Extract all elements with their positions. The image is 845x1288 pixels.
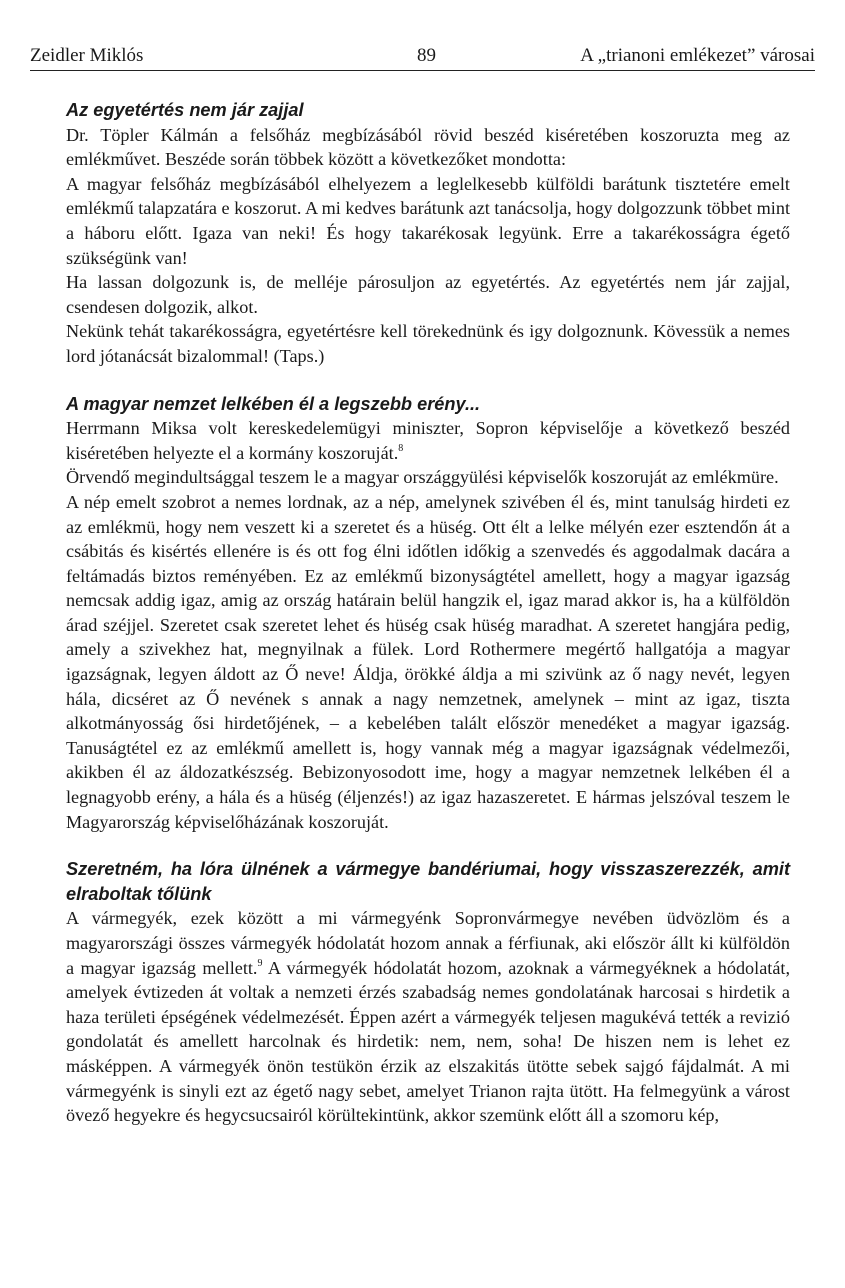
- footnote-marker: 9: [257, 957, 263, 969]
- paragraph: A magyar felsőház megbízásából elhelyezem a leglelkesebb külföldi barátunk tisztetére emelt emlékmű talapzatára e koszorut. A mi kedves barátunk azt tanácsolja, hogy dolgozzunk többet mint a háboru előtt. Igaza van neki! És hogy takarékosak legyünk. Erre a takarékosságra égető szükségünk van!: [66, 173, 790, 268]
- section-heading: Szeretném, ha lóra ülnének a vármegye bandériumai, hogy visszaszerezzék, amit elraboltak tőlünk: [66, 859, 790, 904]
- paragraph: Dr. Töpler Kálmán a felsőház megbízásából rövid beszéd kiséretében koszoruzta meg az emlékművet. Beszéde során többek között a következőket mondotta:: [66, 124, 790, 170]
- section-heading: A magyar nemzet lelkében él a legszebb erény...: [66, 393, 481, 414]
- footnote-marker: 8: [398, 442, 404, 454]
- paragraph: Örvendő megindultsággal teszem le a magyar országgyülési képviselők koszoruját az emlékmüre.: [66, 467, 779, 488]
- running-header: [30, 44, 815, 68]
- page-body: [66, 98, 790, 1128]
- paragraph: A nép emelt szobrot a nemes lordnak, az a nép, amelynek szivében él és, mint tanulság hirdeti ez az emlékmü, hogy nem veszett ki a szeretet és a hüség. Ott élt a lelke mélyén ezer esztendőn át a csábitás és kisértés ellenére is és ott fog élni időtlen időkig a szenvedés és aggodalmak dacára a feltámadás biztos reményében. Ez az emlékmű bizonyságtétel amellett, hogy a magyar igazság nemcsak addig igaz, amig az ország határain belül hangzik el, igaz marad akkor is, ha a külföldön árad széjjel. Szeretet csak szeretet lehet és hüség csak hüség maradhat. A szeretet hangjára pedig, amely a szivekhez hat, megnyilnak a fülek. Lord Rothermere megértő hallgatója a magyar igazságnak, legyen áldott az Ő neve! Áldja, örökké áldja a mi szivünk az ő nagy nevét, legyen hála, dicséret az Ő nevének s annak a nagy nemzetnek, amelynek – mint az igaz, tiszta alkotmányosság ősi hirdetőjének, – a kebelében talált először menedéket a magyar igazság. Tanuságtétel ez az emlékmű amellett is, hogy vannak még a magyar igazságnak védelmezői, akikben él az áldozatkészség. Bebizonyosodott ime, hogy a magyar nemzetnek lelkében él a legnagyobb erény, a hála és a hüség (éljenzés!) az igaz hazaszeretet. E hármas jelszóval teszem le Magyarország képviselőházának koszoruját.: [66, 491, 790, 832]
- paragraph-text: A vármegyék hódolatát hozom, azoknak a vármegyéknek a hódolatát, amelyek évtizeden át voltak a nemzeti érzés szabadság nemes gondolatának harcosai s hirdetik a haza területi épségének védelmezését. Éppen azért a vármegyék teljesen magukévá tették a revizió gondolatát és amellett harcolnak és hirdetik: nem, nem, soha! De hiszen nem is lehet ez másképpen. A vármegyék önön testükön érzik az elszakitás ütötte sebek sajgó fájdalmát. A mi vármegyénk is sinyli ezt az égető nagy sebet, amelyet Trianon rajta ütött. Ha felmegyünk a várost övező hegyekre és hegycsucsairól körültekintünk, akkor szemünk előtt áll a szomoru kép,: [66, 957, 790, 1126]
- paragraph-text: Herrmann Miksa volt kereskedelemügyi miniszter, Sopron képviselője a következő beszéd kiséretében helyezte el a kormány koszoruját.: [66, 418, 790, 463]
- section-heading: Az egyetértés nem jár zajjal: [66, 100, 304, 120]
- paragraph: [66, 906, 790, 1127]
- paragraph: [66, 416, 790, 465]
- page-number: 89: [417, 45, 436, 66]
- header-running-title: A „trianoni emlékezet” városai: [580, 45, 815, 66]
- section-spacer: [66, 369, 790, 392]
- section-spacer: [66, 834, 790, 857]
- header-author: Zeidler Miklós: [30, 45, 144, 66]
- paragraph: Nekünk tehát takarékosságra, egyetértésre kell törekednünk és igy dolgoznunk. Kövessük a nemes lord jótanácsát bizalommal! (Taps.): [66, 321, 790, 366]
- header-rule: [30, 70, 815, 71]
- paragraph-text: A vármegyék, ezek között a mi vármegyénk Sopronvármegye nevében üdvözlöm és a magyarországi összes vármegyék hódolatát hozom annak a férfiunak, aki először állt ki külföldön a magyar igazság mellett.: [66, 908, 790, 978]
- paragraph: Ha lassan dolgozunk is, de melléje párosuljon az egyetértés. Az egyetértés nem jár zajjal, csendesen dolgozik, alkot.: [66, 272, 790, 317]
